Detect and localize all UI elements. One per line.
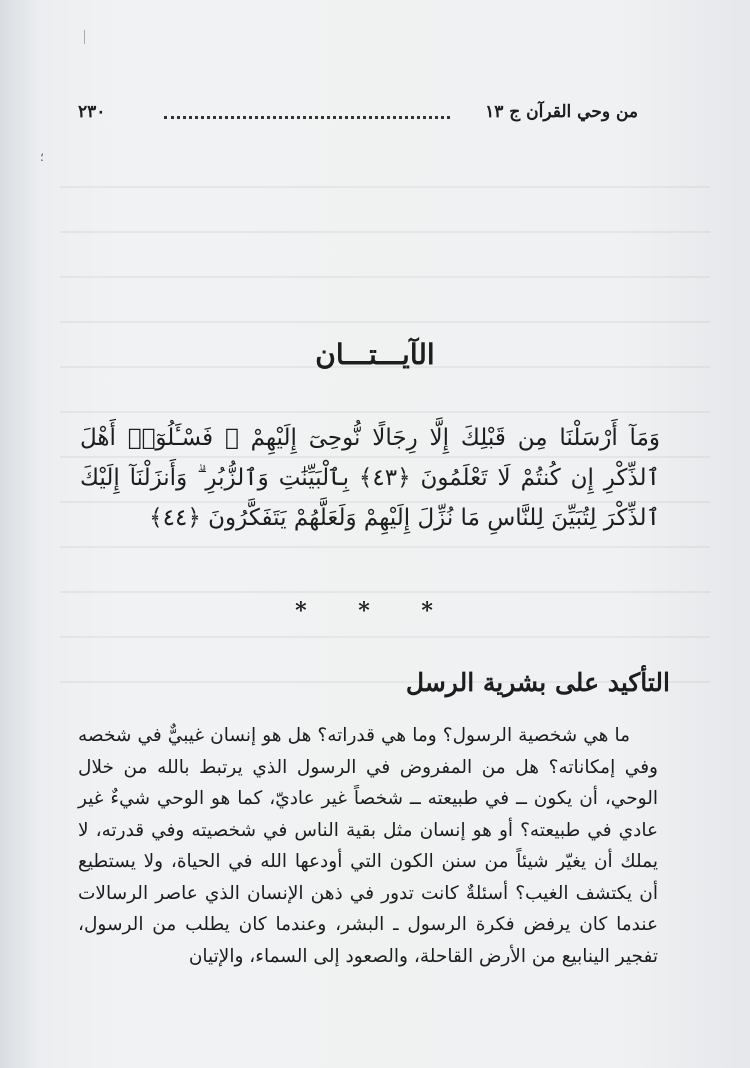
quran-verse: وَمَآ أَرْسَلْنَا مِن قَبْلِكَ إِلَّا رِجَالًا نُّوحِىٓ إِلَيْهِمْ ۚ فَسْـَٔلُوٓا۟ أَهْلَ ٱلذِّكْرِ إِن كُنتُمْ لَا تَعْلَمُونَ ﴿٤٣﴾ بِٱلْبَيِّنَٰتِ وَٱلزُّبُرِ ۗ وَأَنزَلْنَآ إِلَيْكَ ٱلذِّكْرَ لِتُبَيِّنَ لِلنَّاسِ مَا نُزِّلَ إِلَيْهِمْ وَلَعَلَّهُمْ يَتَفَكَّرُونَ ﴿٤٤﴾ xyxy=(80,425,660,531)
header-dot-leader xyxy=(164,116,450,119)
subsection-heading: التأكيد على بشرية الرسل xyxy=(405,668,670,697)
running-header xyxy=(78,102,638,132)
page-number: ٢٣٠ xyxy=(78,102,106,122)
book-title: من وحي القرآن ج ١٣ xyxy=(485,102,638,122)
body-text xyxy=(78,720,658,972)
side-mark: ؛ xyxy=(40,150,44,164)
page-edge-mark xyxy=(84,30,85,44)
section-separator: * * * xyxy=(295,598,455,624)
section-title: الآيـــتـــان xyxy=(315,338,435,371)
body-paragraph: ما هي شخصية الرسول؟ وما هي قدراته؟ هل هو إنسان غيبيٌّ في شخصه وفي إمكاناته؟ هل من المفروض في الرسول الذي يرتبط بالله من خلال الوحي، أن يكون ــ في طبيعته ــ شخصاً غير عاديّ، كما هو الوحي شيءٌ غير عادي في طبيعته؟ أو هو إنسان مثل بقية الناس في شخصيته وفي قدرته، لا يملك أن يغيّر شيئاً من سنن الكون التي أودعها الله في الحياة، ولا يستطيع أن يكتشف الغيب؟ أسئلةٌ كانت تدور في ذهن الإنسان الذي عاصر الرسالات عندما كان يرفض فكرة الرسول ـ البشر، وعندما كان يطلب من الرسول، تفجير الينابيع من الأرض القاحلة، والصعود إلى السماء، والإتيان xyxy=(78,725,658,967)
